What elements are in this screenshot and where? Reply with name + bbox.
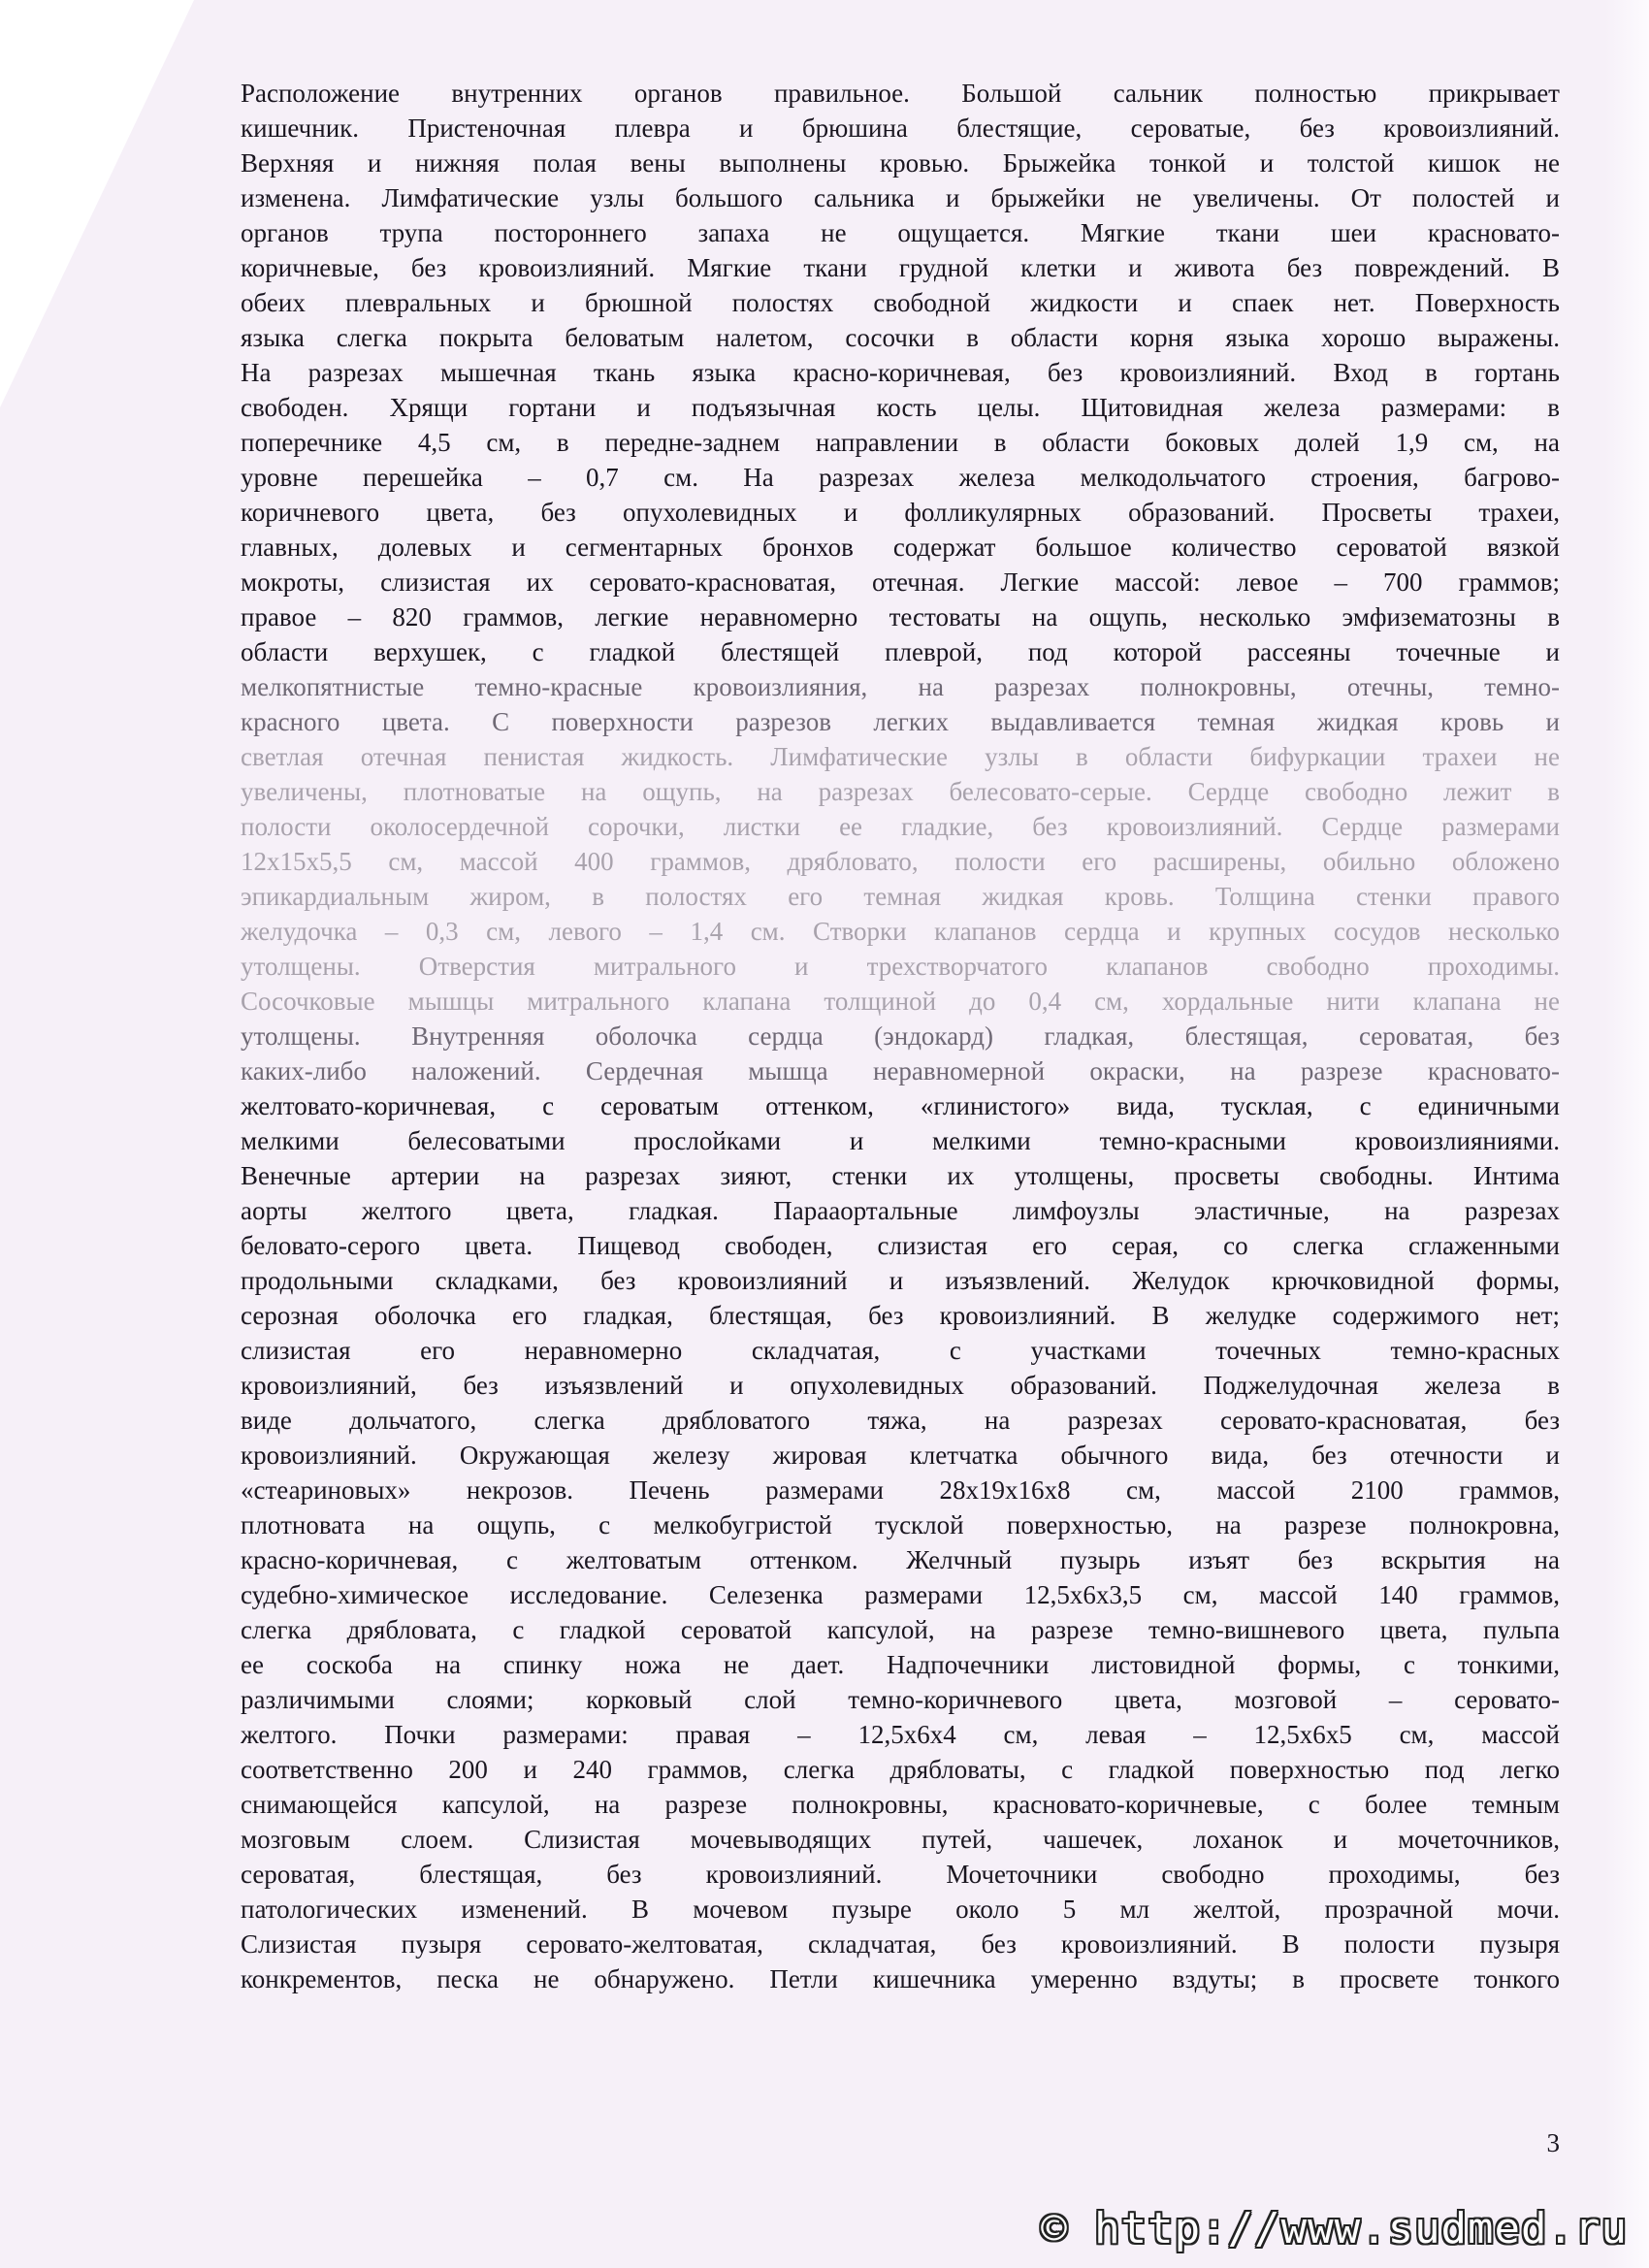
text-line-25: желудочка – 0,3 см, левого – 1,4 см. Створки клапанов сердца и крупных сосудов несколько [241, 917, 1560, 946]
text-line-9: На разрезах мышечная ткань языка красно-коричневая, без кровоизлияний. Вход в гортань [241, 358, 1560, 387]
text-line-22: полости околосердечной сорочки, листки ее гладкие, без кровоизлияний. Сердце размерами [241, 812, 1560, 841]
text-line-27: Сосочковые мышцы митрального клапана толщиной до 0,4 см, хордальные нити клапана не [241, 987, 1560, 1016]
text-line-53: патологических изменений. В мочевом пузыре около 5 мл желтой, прозрачной мочи. [241, 1895, 1560, 1924]
text-line-7: обеих плевральных и брюшной полостях свободной жидкости и спаек нет. Поверхность [241, 288, 1560, 317]
text-line-29: каких-либо наложений. Сердечная мышца неравномерной окраски, на разрезе красновато- [241, 1056, 1560, 1085]
text-line-8: языка слегка покрыта беловатым налетом, сосочки в области корня языка хорошо выражены. [241, 323, 1560, 352]
text-line-37: слизистая его неравномерно складчатая, с участками точечных темно-красных [241, 1336, 1560, 1365]
text-line-1: Расположение внутренних органов правильное. Большой сальник полностью прикрывает [241, 79, 1560, 108]
text-line-34: беловато-серого цвета. Пищевод свободен, слизистая его серая, со слегка сглаженными [241, 1231, 1560, 1260]
text-line-47: различимыми слоями; корковый слой темно-коричневого цвета, мозговой – серовато- [241, 1685, 1560, 1714]
text-line-20: светлая отечная пенистая жидкость. Лимфатические узлы в области бифуркации трахеи не [241, 742, 1560, 771]
text-line-10: свободен. Хрящи гортани и подъязычная кость целы. Щитовидная железа размерами: в [241, 393, 1560, 422]
text-line-6: коричневые, без кровоизлияний. Мягкие ткани грудной клетки и живота без повреждений. В [241, 253, 1560, 282]
text-line-42: плотновата на ощупь, с мелкобугристой тусклой поверхностью, на разрезе полнокровна, [241, 1510, 1560, 1539]
text-line-49: соответственно 200 и 240 граммов, слегка дрябловаты, с гладкой поверхностью под легко [241, 1755, 1560, 1784]
text-line-50: снимающейся капсулой, на разрезе полнокровны, красновато-коричневые, с более темным [241, 1790, 1560, 1819]
text-line-55: конкрементов, песка не обнаружено. Петли кишечника умеренно вздуты; в просвете тонкого [241, 1964, 1560, 1993]
page-corner [0, 0, 194, 407]
text-line-31: мелкими белесоватыми прослойками и мелкими темно-красными кровоизлияниями. [241, 1126, 1560, 1155]
text-line-5: органов трупа постороннего запаха не ощущается. Мягкие ткани шеи красновато- [241, 218, 1560, 247]
text-line-11: поперечнике 4,5 см, в передне-заднем направлении в области боковых долей 1,9 см, на [241, 428, 1560, 457]
text-line-18: мелкопятнистые темно-красные кровоизлияния, на разрезах полнокровны, отечны, темно- [241, 672, 1560, 701]
text-line-17: области верхушек, с гладкой блестящей плеврой, под которой рассеяны точечные и [241, 637, 1560, 666]
text-line-40: кровоизлияний. Окружающая железу жировая клетчатка обычного вида, без отечности и [241, 1441, 1560, 1470]
text-line-35: продольными складками, без кровоизлияний и изъязвлений. Желудок крючковидной формы, [241, 1266, 1560, 1295]
text-line-43: красно-коричневая, с желтоватым оттенком. Желчный пузырь изъят без вскрытия на [241, 1545, 1560, 1574]
text-line-24: эпикардиальным жиром, в полостях его темная жидкая кровь. Толщина стенки правого [241, 882, 1560, 911]
text-line-46: ее соскоба на спинку ножа не дает. Надпочечники листовидной формы, с тонкими, [241, 1650, 1560, 1679]
text-line-32: Венечные артерии на разрезах зияют, стенки их утолщены, просветы свободны. Интима [241, 1161, 1560, 1190]
text-line-15: мокроты, слизистая их серовато-красноватая, отечная. Легкие массой: левое – 700 граммов; [241, 567, 1560, 597]
text-line-3: Верхняя и нижняя полая вены выполнены кровью. Брыжейка тонкой и толстой кишок не [241, 148, 1560, 178]
text-line-12: уровне перешейка – 0,7 см. На разрезах железа мелкодольчатого строения, багрово- [241, 463, 1560, 492]
text-line-28: утолщены. Внутренняя оболочка сердца (эндокард) гладкая, блестящая, сероватая, без [241, 1021, 1560, 1051]
text-line-51: мозговым слоем. Слизистая мочевыводящих путей, чашечек, лоханок и мочеточников, [241, 1825, 1560, 1854]
document-body [241, 76, 1560, 2113]
text-line-4: изменена. Лимфатические узлы большого сальника и брыжейки не увеличены. От полостей и [241, 183, 1560, 212]
text-line-30: желтовато-коричневая, с сероватым оттенком, «глинистого» вида, тусклая, с единичными [241, 1091, 1560, 1120]
text-line-54: Слизистая пузыря серовато-желтоватая, складчатая, без кровоизлияний. В полости пузыря [241, 1929, 1560, 1959]
text-line-39: виде дольчатого, слегка дрябловатого тяжа, на разрезах серовато-красноватая, без [241, 1406, 1560, 1435]
text-line-2: кишечник. Пристеночная плевра и брюшина блестящие, сероватые, без кровоизлияний. [241, 113, 1560, 143]
text-line-13: коричневого цвета, без опухолевидных и фолликулярных образований. Просветы трахеи, [241, 498, 1560, 527]
text-line-21: увеличены, плотноватые на ощупь, на разрезах белесовато-серые. Сердце свободно лежит в [241, 777, 1560, 806]
text-line-38: кровоизлияний, без изъязвлений и опухолевидных образований. Поджелудочная железа в [241, 1371, 1560, 1400]
text-line-14: главных, долевых и сегментарных бронхов содержат большое количество сероватой вязкой [241, 533, 1560, 562]
text-line-48: желтого. Почки размерами: правая – 12,5х6х4 см, левая – 12,5х6х5 см, массой [241, 1720, 1560, 1749]
text-line-44: судебно-химическое исследование. Селезенка размерами 12,5х6х3,5 см, массой 140 граммов, [241, 1580, 1560, 1609]
text-line-19: красного цвета. С поверхности разрезов легких выдавливается темная жидкая кровь и [241, 707, 1560, 736]
text-line-36: серозная оболочка его гладкая, блестящая, без кровоизлияний. В желудке содержимого нет; [241, 1301, 1560, 1330]
text-line-45: слегка дрябловата, с гладкой сероватой капсулой, на разрезе темно-вишневого цвета, пульпа [241, 1615, 1560, 1644]
text-line-33: аорты желтого цвета, гладкая. Парааортальные лимфоузлы эластичные, на разрезах [241, 1196, 1560, 1225]
text-line-16: правое – 820 граммов, легкие неравномерно тестоваты на ощупь, несколько эмфизематозны в [241, 602, 1560, 632]
page-number: 3 [1546, 2128, 1560, 2157]
sheet-edge [1604, 0, 1649, 2268]
text-line-52: сероватая, блестящая, без кровоизлияний. Мочеточники свободно проходимы, без [241, 1860, 1560, 1889]
site-watermark: © http://www.sudmed.ru [1041, 2204, 1628, 2253]
text-line-23: 12х15х5,5 см, массой 400 граммов, дрябловато, полости его расширены, обильно обложено [241, 847, 1560, 876]
text-line-41: «стеариновых» некрозов. Печень размерами 28х19х16х8 см, массой 2100 граммов, [241, 1475, 1560, 1505]
text-line-26: утолщены. Отверстия митрального и трехстворчатого клапанов свободно проходимы. [241, 952, 1560, 981]
